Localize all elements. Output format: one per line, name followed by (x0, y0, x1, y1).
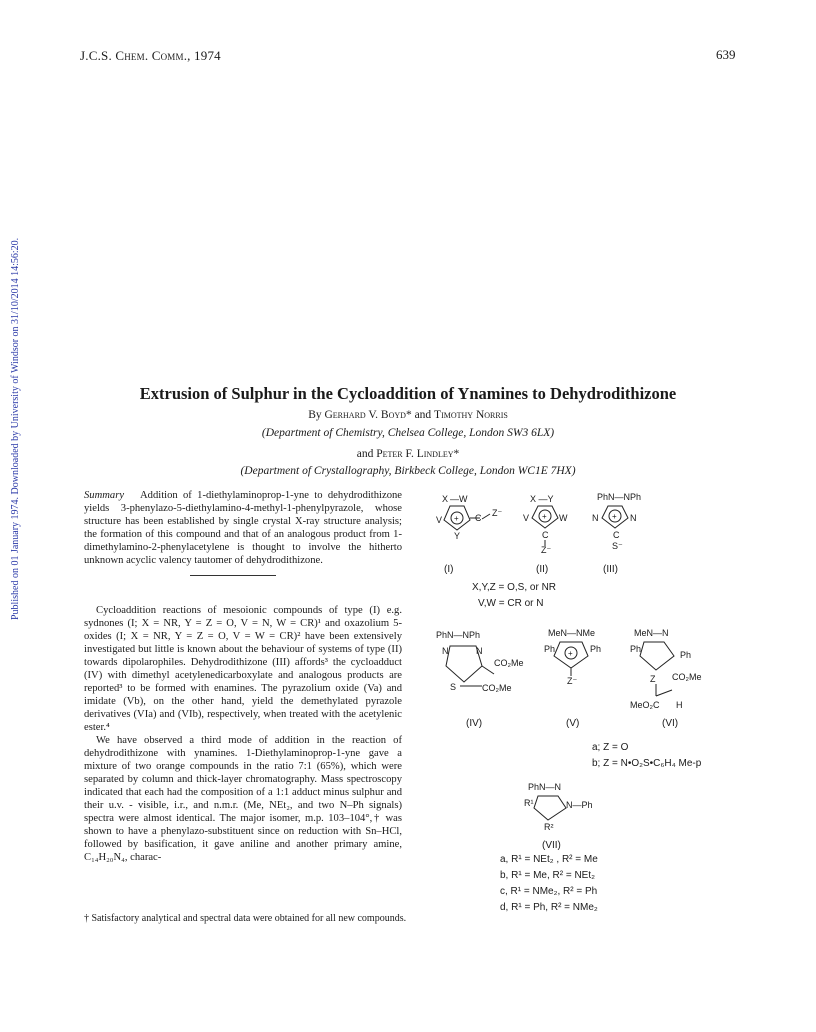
paragraph-1: Cycloaddition reactions of mesoionic compounds of type (I) e.g. sydnones (I; X = NR, Y = Z = O, V = N, W = CR)¹ and oxazolium 5-oxides (I; X = NR, Y = Z = O, V = W = CR)² have been extensively investigated but little is known about the behaviour of systems of type (II) towards dipolarophiles. Dehydrodithizone (III) affords³ the cycloadduct (IV) with dimethyl acetylenedicarboxylate and analogous products are reported³ to be formed with enamines. The pyrazolium oxide (Va) and imidate (Vb), on the other hand, yield the demethylated pyrazole derivatives (VIa) and (VIb), respectively, when treated with the acetylenic ester.⁴ (84, 605, 402, 733)
svg-text:MeN—NMe: MeN—NMe (548, 628, 596, 638)
journal-header: J.C.S. Chem. Comm., 1974 (80, 48, 221, 63)
svg-text:PhN—N: PhN—N (528, 782, 562, 792)
svg-text:+: + (454, 514, 459, 523)
label-VI: (VI) (662, 718, 679, 729)
page-number: 639 (716, 47, 736, 62)
affiliation-2: (Department of Crystallography, Birkbeck College, London WC1E 7HX) (240, 465, 576, 477)
note-vii-a: a, R¹ = NEt₂ , R² = Me (500, 854, 598, 865)
svg-text:X: X (442, 494, 449, 504)
label-IV: (IV) (466, 718, 483, 729)
svg-text:N: N (442, 646, 449, 656)
reaction-scheme (420, 486, 730, 926)
note-vii-b: b, R¹ = Me, R² = NEt₂ (500, 870, 596, 881)
svg-text:+: + (568, 649, 573, 658)
separator-rule (190, 575, 276, 576)
svg-text:+: + (542, 512, 547, 521)
svg-text:C: C (542, 530, 549, 540)
label-VII: (VII) (542, 840, 561, 851)
structure-III (592, 492, 641, 551)
label-I: (I) (444, 564, 454, 575)
svg-text:CO₂Me: CO₂Me (482, 683, 512, 693)
svg-text:C: C (613, 530, 620, 540)
svg-text:S⁻: S⁻ (612, 541, 623, 551)
author-boyd: Gerhard V. Boyd (324, 409, 406, 421)
svg-text:Z⁻: Z⁻ (567, 676, 578, 686)
note-vw: V,W = CR or N (478, 598, 544, 609)
svg-text:R²: R² (544, 822, 554, 832)
svg-text:Y: Y (454, 531, 461, 541)
svg-text:Z⁻: Z⁻ (492, 508, 503, 518)
by-text: By (308, 409, 325, 421)
structure-IV (436, 630, 524, 693)
svg-text:C: C (475, 513, 482, 523)
paper-title: Extrusion of Sulphur in the Cycloaddition of Ynamines to Dehydrodithizone (139, 384, 677, 403)
author-line-1 (0, 409, 816, 421)
affiliation-1: (Department of Chemistry, Chelsea College, London SW3 6LX) (261, 427, 555, 439)
author-norris: Timothy Norris (434, 409, 508, 421)
svg-text:S: S (450, 682, 457, 692)
note-v-b: b; Z = N•O₂S•C₆H₄ Me-p (592, 758, 702, 769)
structure-VII (524, 782, 593, 832)
svg-text:W: W (559, 513, 568, 523)
svg-text:N: N (630, 513, 637, 523)
svg-text:+: + (612, 512, 617, 521)
structure-V (544, 628, 601, 686)
svg-text:Z⁻: Z⁻ (541, 545, 552, 555)
author-lindley: Peter F. Lindley (376, 448, 454, 460)
footnote: † Satisfactory analytical and spectral data were obtained for all new compounds. (84, 913, 407, 924)
svg-text:MeN—N: MeN—N (634, 628, 669, 638)
and-text-2: and (356, 448, 377, 460)
svg-text:PhN—NPh: PhN—NPh (436, 630, 481, 640)
summary-block (84, 489, 402, 567)
svg-text:R¹: R¹ (524, 798, 534, 808)
svg-text:Ph: Ph (544, 644, 556, 654)
label-III: (III) (603, 564, 618, 575)
svg-text:—W: —W (450, 494, 468, 504)
note-xyz: X,Y,Z = O,S, or NR (472, 582, 557, 593)
corresponding-star: * (453, 448, 460, 460)
svg-text:N: N (592, 513, 599, 523)
label-V: (V) (566, 718, 580, 729)
structure-VI (630, 628, 702, 710)
download-watermark: Published on 01 January 1974. Downloaded by University of Windsor on 31/10/2014 14:56:20. (10, 237, 21, 620)
svg-text:N—Ph: N—Ph (566, 800, 593, 810)
svg-text:MeO₂C: MeO₂C (630, 700, 660, 710)
paragraph-2: We have observed a third mode of addition in the reaction of dehydrodithizone with ynamines. 1-Diethylaminoprop-1-yne gave a mixture of two orange compounds in the ratio 7:1 (65%), which were separated by column and thick-layer chromatography. Mass spectroscopy indicated that each had the composition of a 1:1 adduct minus sulphur and their u.v. - visible, i.r., and n.m.r. (Me, NEt₂, and two N–Ph signals) spectra were almost identical. The major isomer, m.p. 103–104°,† was shown to have a phenylazo-substituent since on reduction with Sn–HCl, followed by basification, it gave aniline and another primary amine, C₁₄H₂₀N₄, charac- (84, 735, 402, 863)
body-text (84, 604, 402, 864)
and-text: * and (405, 409, 435, 421)
svg-text:Ph: Ph (680, 650, 692, 660)
svg-text:V: V (523, 513, 530, 523)
svg-text:N: N (476, 646, 483, 656)
label-II: (II) (536, 564, 549, 575)
svg-text:X —Y: X —Y (530, 494, 554, 504)
note-vii-c: c, R¹ = NMe₂, R² = Ph (500, 886, 598, 897)
note-v-a: a; Z = O (592, 742, 629, 753)
svg-text:CO₂Me: CO₂Me (672, 672, 702, 682)
author-line-2 (0, 448, 816, 460)
structure-II (523, 494, 568, 555)
note-vii-d: d, R¹ = Ph, R² = NMe₂ (500, 902, 598, 913)
summary-label: Summary (84, 490, 125, 501)
svg-text:Z: Z (650, 674, 656, 684)
svg-text:V: V (436, 515, 443, 525)
svg-text:Ph: Ph (630, 644, 642, 654)
svg-text:CO₂Me: CO₂Me (494, 658, 524, 668)
structure-I (436, 494, 502, 541)
summary-text: Addition of 1-diethylaminoprop-1-yne to dehydrodithizone yields 3-phenylazo-5-diethylamino-4-methyl-1-phenylpyrazole, whose structure has been established by single crystal X-ray structure analysis; the formation of this compound and that of an analogous product from 1-dimethylamino-2-phenylacetylene is thought to involve the hitherto unknown acyclic valency tautomer of dehydrodithizone. (84, 490, 402, 566)
svg-text:Ph: Ph (590, 644, 602, 654)
svg-text:H: H (676, 700, 683, 710)
svg-text:PhN—NPh: PhN—NPh (597, 492, 642, 502)
